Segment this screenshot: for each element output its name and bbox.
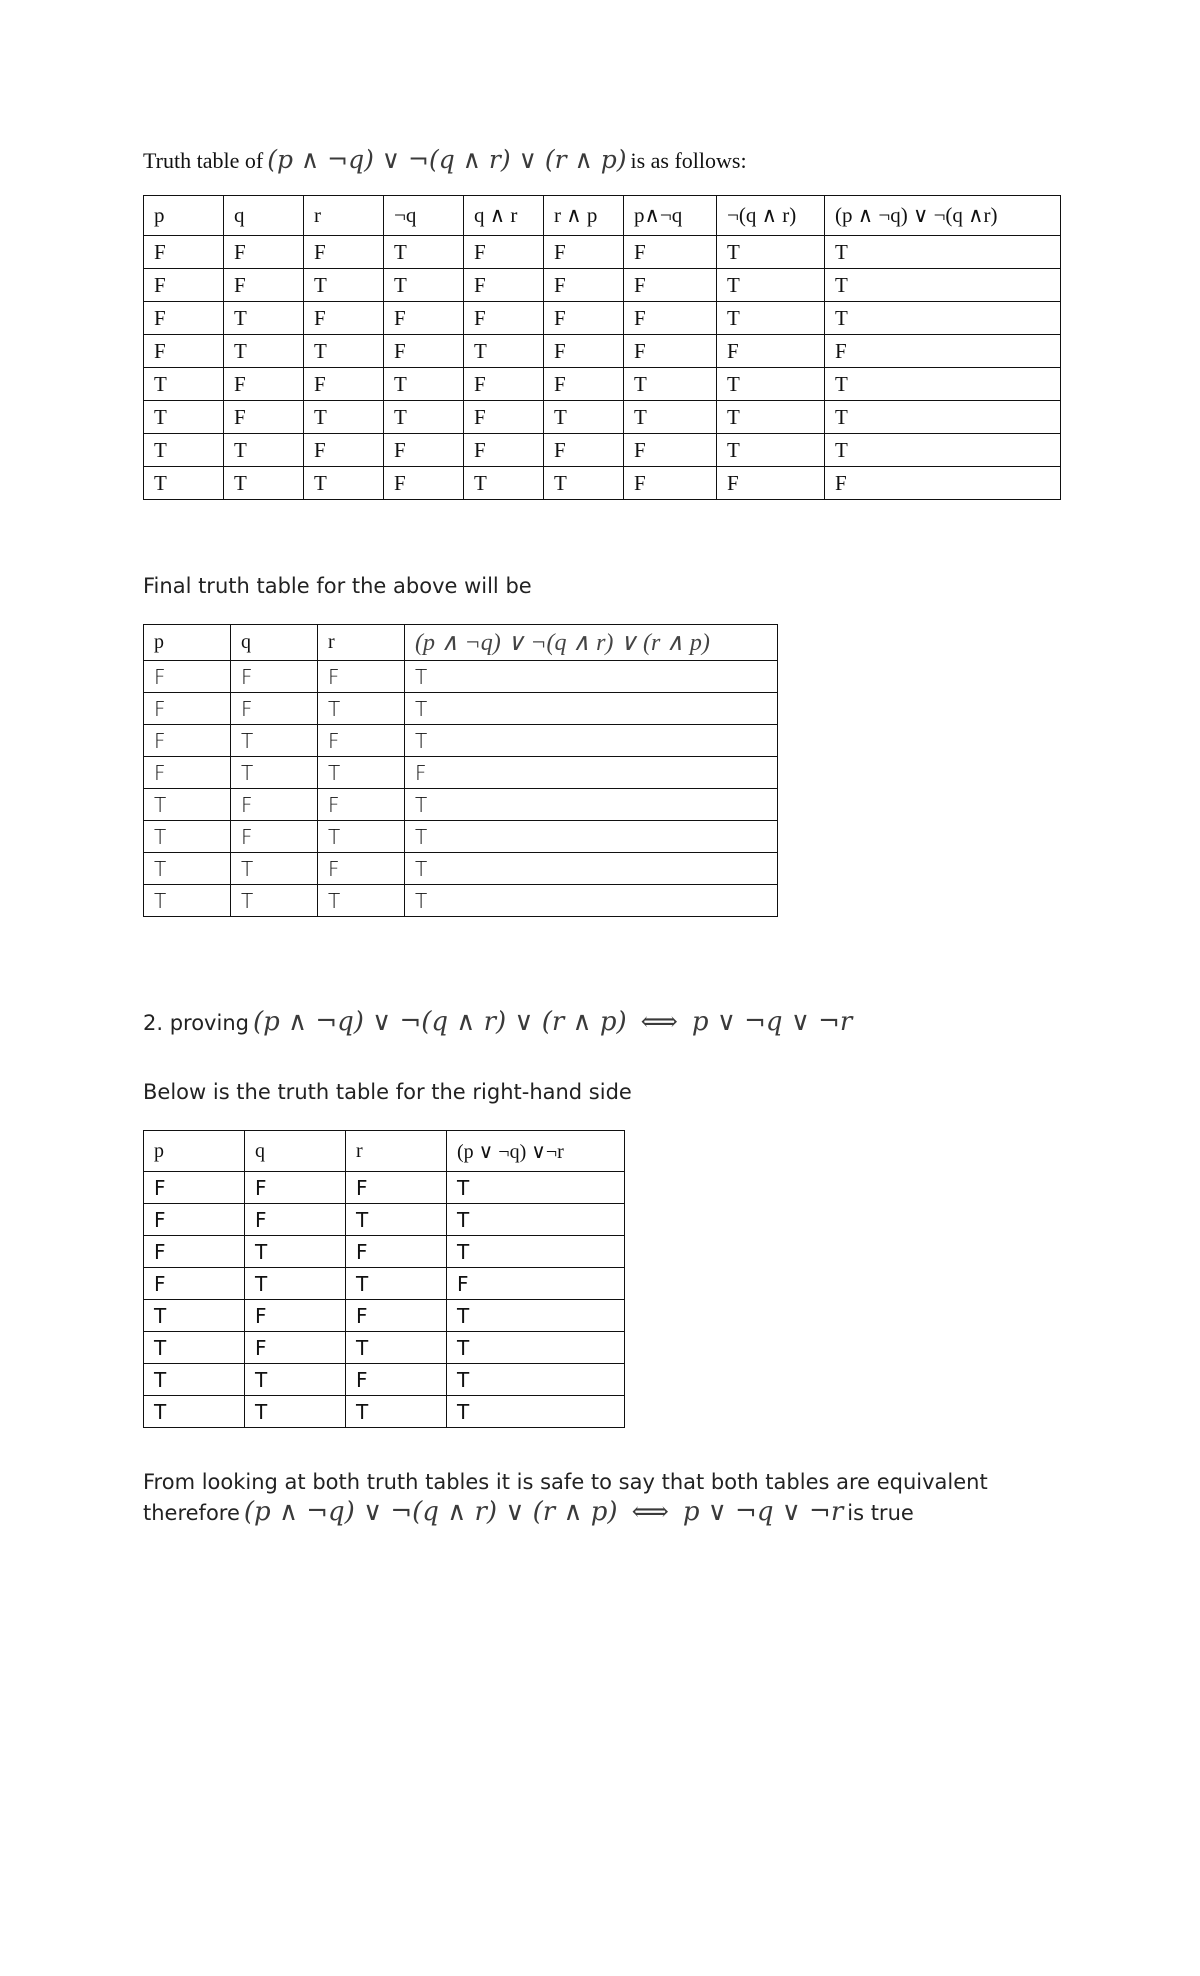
table-cell: F <box>464 269 544 302</box>
table-cell: F <box>464 236 544 269</box>
table-cell: T <box>447 1332 625 1364</box>
conclusion-prefix: therefore <box>143 1501 240 1525</box>
column-header: q <box>245 1131 346 1172</box>
table-cell: F <box>544 434 624 467</box>
column-header: p <box>144 1131 245 1172</box>
table-row <box>144 1332 625 1364</box>
table-cell: F <box>384 434 464 467</box>
table-row <box>144 853 778 885</box>
table-row <box>144 467 1061 500</box>
table-cell: T <box>405 789 778 821</box>
column-header: p∧¬q <box>624 196 717 236</box>
column-header: q ∧ r <box>464 196 544 236</box>
table-row <box>144 1364 625 1396</box>
table-cell: F <box>144 1236 245 1268</box>
conclusion-line-1: From looking at both truth tables it is safe to say that both tables are equivalent <box>143 1470 988 1494</box>
table-cell: T <box>318 821 405 853</box>
table-cell: F <box>144 236 224 269</box>
table-cell: F <box>224 368 304 401</box>
table-cell: T <box>717 434 825 467</box>
table-cell: T <box>245 1364 346 1396</box>
table-cell: T <box>231 853 318 885</box>
table-cell: T <box>624 368 717 401</box>
table-cell: F <box>825 467 1061 500</box>
table-cell: T <box>346 1332 447 1364</box>
column-header: (p ∧ ¬q) ∨ ¬(q ∧r) <box>825 196 1061 236</box>
table-cell: T <box>144 1396 245 1428</box>
table-cell: F <box>245 1204 346 1236</box>
table-cell: T <box>405 693 778 725</box>
table-row <box>144 725 778 757</box>
table-cell: F <box>304 302 384 335</box>
table-cell: T <box>464 467 544 500</box>
table-cell: T <box>144 368 224 401</box>
table-row <box>144 335 1061 368</box>
table-cell: F <box>245 1332 346 1364</box>
table-cell: F <box>346 1236 447 1268</box>
table-cell: T <box>231 725 318 757</box>
table-cell: T <box>464 335 544 368</box>
table-cell: T <box>405 885 778 917</box>
table-cell: T <box>144 467 224 500</box>
intro-text-before: Truth table of <box>143 148 264 173</box>
table-row <box>144 236 1061 269</box>
conclusion-suffix: is true <box>847 1501 914 1525</box>
table-cell: F <box>624 269 717 302</box>
table-cell: T <box>144 1332 245 1364</box>
rhs-truth-table <box>143 1130 625 1428</box>
table-cell: T <box>405 853 778 885</box>
table-cell: F <box>231 661 318 693</box>
table-cell: F <box>144 335 224 368</box>
table-cell: T <box>717 236 825 269</box>
table-cell: T <box>304 269 384 302</box>
column-header: p <box>144 625 231 661</box>
intro-formula: (p ∧ ¬q) ∨ ¬(q ∧ r) ∨ (r ∧ p) <box>267 145 627 174</box>
table-row <box>144 1204 625 1236</box>
table-cell: T <box>144 853 231 885</box>
table-cell: T <box>318 693 405 725</box>
table-cell: F <box>624 302 717 335</box>
table-cell: T <box>224 335 304 368</box>
table-cell: F <box>464 401 544 434</box>
table-row <box>144 661 778 693</box>
table-cell: T <box>825 434 1061 467</box>
iff-symbol: ⟺ <box>640 1007 678 1037</box>
table-cell: F <box>464 434 544 467</box>
table-cell: T <box>384 368 464 401</box>
table-cell: F <box>464 302 544 335</box>
table-row <box>144 789 778 821</box>
final-truth-table <box>143 624 778 917</box>
conclusion-iff-symbol: ⟺ <box>631 1497 669 1527</box>
table-cell: T <box>384 269 464 302</box>
table-cell: F <box>144 693 231 725</box>
table-cell: T <box>245 1236 346 1268</box>
table-cell: F <box>144 725 231 757</box>
table-row <box>144 401 1061 434</box>
table-row <box>144 693 778 725</box>
table-cell: T <box>231 885 318 917</box>
table-row <box>144 1268 625 1300</box>
table-cell: F <box>318 789 405 821</box>
table-cell: T <box>304 467 384 500</box>
intro-line <box>143 145 747 174</box>
column-header: r ∧ p <box>544 196 624 236</box>
table-cell: T <box>405 725 778 757</box>
table-row <box>144 368 1061 401</box>
table-cell: T <box>447 1396 625 1428</box>
table-cell: T <box>544 401 624 434</box>
column-header: ¬(q ∧ r) <box>717 196 825 236</box>
table-cell: F <box>717 335 825 368</box>
table-cell: F <box>144 1172 245 1204</box>
table-cell: F <box>464 368 544 401</box>
table-cell: F <box>144 1204 245 1236</box>
table-cell: F <box>544 368 624 401</box>
column-header: ¬q <box>384 196 464 236</box>
table-cell: T <box>304 401 384 434</box>
conclusion-formula-right: p ∨ ¬q ∨ ¬r <box>682 1497 844 1527</box>
table-cell: T <box>346 1396 447 1428</box>
table-row <box>144 1396 625 1428</box>
table-cell: T <box>384 236 464 269</box>
proof-heading <box>143 1007 852 1037</box>
table-cell: T <box>144 1364 245 1396</box>
table-row <box>144 269 1061 302</box>
table-cell: F <box>144 661 231 693</box>
table-cell: T <box>447 1300 625 1332</box>
rhs-table-caption: Below is the truth table for the right-hand side <box>143 1080 632 1104</box>
column-header: r <box>304 196 384 236</box>
table-cell: T <box>825 269 1061 302</box>
table-cell: F <box>304 236 384 269</box>
table-cell: F <box>144 757 231 789</box>
table-cell: F <box>384 302 464 335</box>
header-row <box>144 625 778 661</box>
proof-formula-left: (p ∧ ¬q) ∨ ¬(q ∧ r) ∨ (r ∧ p) <box>252 1007 627 1037</box>
table-cell: F <box>231 789 318 821</box>
header-row <box>144 196 1061 236</box>
table-cell: T <box>447 1236 625 1268</box>
column-header: q <box>224 196 304 236</box>
table-cell: T <box>224 434 304 467</box>
column-header: q <box>231 625 318 661</box>
table-row <box>144 757 778 789</box>
table-cell: F <box>384 467 464 500</box>
table-cell: F <box>544 269 624 302</box>
table-cell: T <box>245 1396 346 1428</box>
table-cell: F <box>231 693 318 725</box>
table-cell: F <box>544 236 624 269</box>
intro-text-after: is as follows: <box>630 148 747 173</box>
table-cell: T <box>447 1364 625 1396</box>
table-cell: F <box>224 401 304 434</box>
table-cell: F <box>346 1300 447 1332</box>
table-row <box>144 821 778 853</box>
table-cell: F <box>245 1172 346 1204</box>
table-cell: T <box>245 1268 346 1300</box>
column-header: p <box>144 196 224 236</box>
column-header: (p ∨ ¬q) ∨¬r <box>447 1131 625 1172</box>
table-cell: F <box>544 302 624 335</box>
table-row <box>144 885 778 917</box>
table-cell: F <box>405 757 778 789</box>
table-cell: T <box>318 757 405 789</box>
table-cell: F <box>624 335 717 368</box>
table-cell: T <box>231 757 318 789</box>
table-cell: F <box>144 269 224 302</box>
table-cell: T <box>447 1204 625 1236</box>
table-cell: T <box>144 885 231 917</box>
table-cell: F <box>346 1364 447 1396</box>
table-row <box>144 1236 625 1268</box>
table-row <box>144 434 1061 467</box>
table-cell: T <box>624 401 717 434</box>
column-header: (p ∧ ¬q) ∨ ¬(q ∧ r) ∨ (r ∧ p) <box>405 625 778 661</box>
table-cell: F <box>624 467 717 500</box>
table-cell: T <box>144 821 231 853</box>
table-row <box>144 302 1061 335</box>
table-cell: T <box>717 401 825 434</box>
table-cell: F <box>231 821 318 853</box>
table-cell: T <box>144 1300 245 1332</box>
table-cell: T <box>318 885 405 917</box>
column-header: r <box>346 1131 447 1172</box>
table-cell: F <box>384 335 464 368</box>
table-cell: T <box>825 401 1061 434</box>
proof-formula-right: p ∨ ¬q ∨ ¬r <box>691 1007 853 1037</box>
table-cell: T <box>447 1172 625 1204</box>
table-cell: T <box>304 335 384 368</box>
table-cell: F <box>318 725 405 757</box>
table-cell: T <box>346 1204 447 1236</box>
table-cell: T <box>346 1268 447 1300</box>
column-header: r <box>318 625 405 661</box>
table-cell: T <box>717 368 825 401</box>
table-cell: T <box>825 302 1061 335</box>
header-row <box>144 1131 625 1172</box>
table-cell: F <box>245 1300 346 1332</box>
table-cell: F <box>544 335 624 368</box>
table-cell: F <box>224 236 304 269</box>
table-cell: T <box>544 467 624 500</box>
table-cell: T <box>384 401 464 434</box>
table-cell: F <box>304 368 384 401</box>
table-cell: T <box>825 236 1061 269</box>
table-cell: T <box>224 302 304 335</box>
table-cell: T <box>144 401 224 434</box>
table-cell: T <box>825 368 1061 401</box>
final-table-caption: Final truth table for the above will be <box>143 574 532 598</box>
table-cell: F <box>318 661 405 693</box>
table-cell: F <box>624 434 717 467</box>
table-row <box>144 1172 625 1204</box>
table-cell: T <box>224 467 304 500</box>
conclusion-line-2 <box>143 1497 914 1527</box>
table-cell: F <box>825 335 1061 368</box>
conclusion-formula-left: (p ∧ ¬q) ∨ ¬(q ∧ r) ∨ (r ∧ p) <box>243 1497 618 1527</box>
table-cell: F <box>346 1172 447 1204</box>
table-cell: F <box>447 1268 625 1300</box>
proof-heading-prefix: 2. proving <box>143 1011 249 1035</box>
table-cell: F <box>144 1268 245 1300</box>
table-cell: T <box>144 789 231 821</box>
table-cell: F <box>717 467 825 500</box>
table-cell: T <box>405 821 778 853</box>
table-row <box>144 1300 625 1332</box>
full-truth-table <box>143 195 1061 500</box>
table-cell: F <box>304 434 384 467</box>
table-cell: T <box>717 302 825 335</box>
table-cell: F <box>224 269 304 302</box>
table-cell: F <box>624 236 717 269</box>
table-cell: T <box>717 269 825 302</box>
table-cell: T <box>405 661 778 693</box>
table-cell: F <box>318 853 405 885</box>
table-cell: T <box>144 434 224 467</box>
table-cell: F <box>144 302 224 335</box>
